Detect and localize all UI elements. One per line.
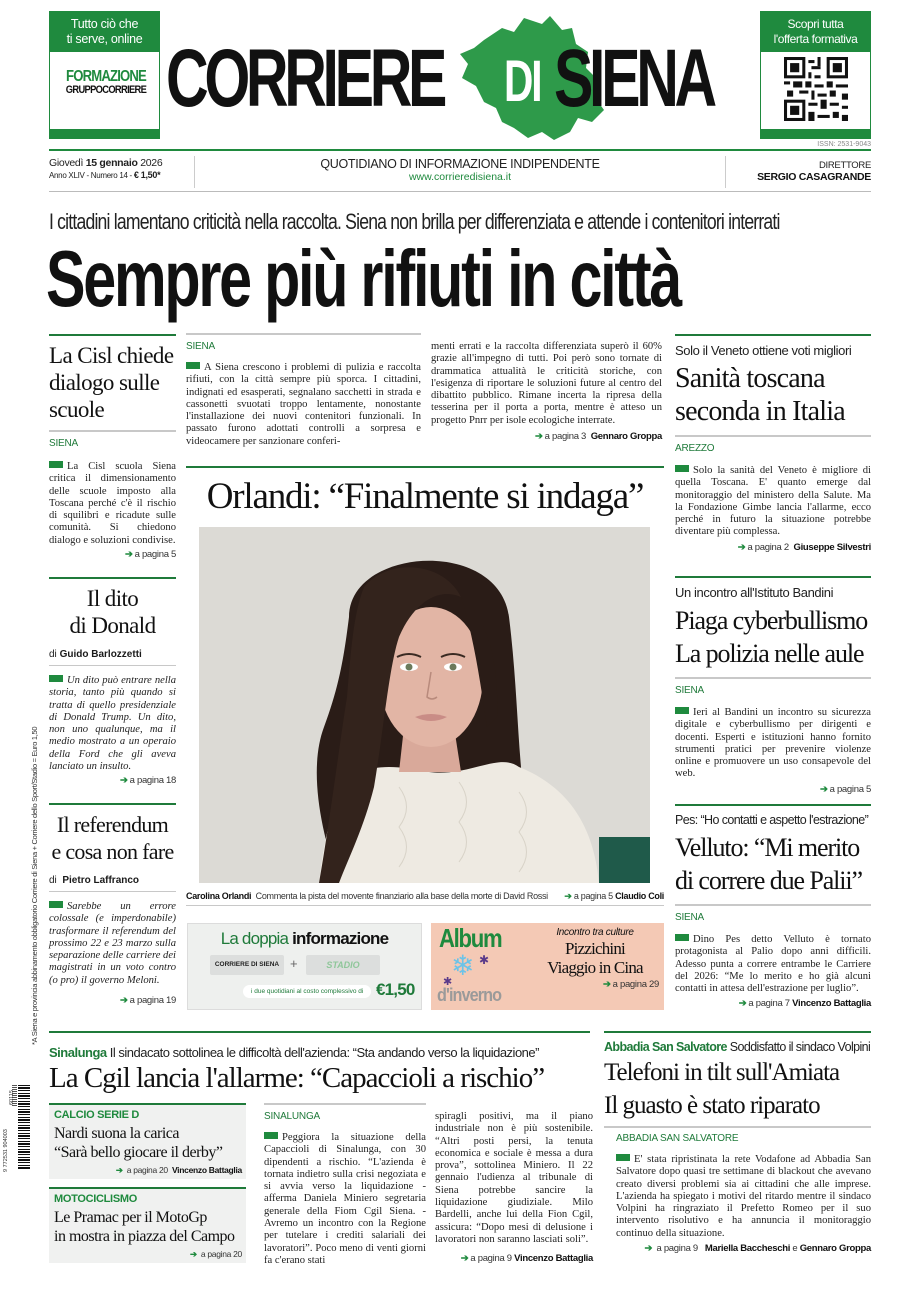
logo-di: DI (504, 49, 541, 114)
director-block: DIRETTORE SERGIO CASAGRANDE (757, 160, 871, 183)
bullet-marker (49, 461, 63, 468)
lead-headline[interactable]: Sempre più rifiuti in città (46, 234, 681, 323)
offerta-label: Scopri tutta l'offerta formativa (761, 12, 870, 52)
snowflake-icon: ✱ (479, 953, 490, 967)
logo-siena: SIENA (554, 33, 713, 124)
barcode-number: 9 772531 904003 (3, 1129, 9, 1172)
page-ref[interactable]: ➔ a pagina 20 (189, 1249, 242, 1259)
divider (725, 156, 726, 188)
page-ref[interactable]: ➔ a pagina 18 (119, 775, 176, 787)
bullet-marker (186, 362, 200, 369)
page-ref[interactable]: ➔ a pagina 9 Mariella Baccheschi e Gennaro Groppa (644, 1243, 871, 1255)
article-headline: Velluto: “Mi merito di correre due Palii” (675, 833, 862, 895)
arrow-right-icon: ➔ (564, 891, 572, 901)
promo-doppia-informazione[interactable]: La doppia informazione CORRIERE DI SIENA + STADIO i due quotidiani al costo complessivo di €1,50 (187, 923, 422, 1010)
article-dito-donald[interactable]: Il dito di Donald di Guido Barlozzetti Un dito può entrare nella storia, tanto più quando si tratta di quello presidenziale di Donald Trump. Un dito, non uno qualunque, ma il medio mostrato a un operaio della Ford che gli aveva lanciato un insulto. ➔ a pagina 18 (49, 577, 176, 786)
section-tag: SIENA (186, 341, 216, 352)
arrow-right-icon: ➔ (534, 431, 543, 443)
arrow-right-icon: ➔ (124, 549, 133, 561)
byline: di Pietro Laffranco (49, 875, 140, 886)
center-headline: Orlandi: “Finalmente si indaga” (206, 476, 644, 517)
article-headline: Telefoni in tilt sull'Amiata Il guasto è stato riparato (604, 1059, 840, 1119)
sports-nardi[interactable] (49, 1103, 246, 1179)
article-cyberbullismo[interactable]: Un incontro all'Istituto Bandini Piaga cyberbullismo La polizia nelle aule SIENA Ieri al Bandini un incontro su sicurezza digitale e cyberbullismo per dirigenti e docenti. Esperti e istituzioni hanno fornito strumenti pratici per prevenire violenze online e promuovere un uso consapevole del web. ➔ a pagina 5 (675, 576, 871, 795)
story-photo[interactable] (199, 527, 650, 883)
arrow-right-icon: ➔ (115, 1165, 123, 1175)
arrow-right-icon: ➔ (819, 783, 828, 795)
capaccioli-body-col1: SINALUNGA Peggiora la situazione della Capaccioli di Sinalunga, con 30 dipendenti a rischio. “L'azienda è tornata indietro sulla crisi negoziata e si avvia verso la liquidazione - afferma Daniela Miniero segretaria generale della Fiom Cgil Siena. - Avremo un incontro con la Regione per tutelare i crediti salariali dei lavoratori”. Poco meno di venti giorni fa c'erano stati (264, 1103, 426, 1267)
bullet-marker (616, 1154, 630, 1161)
arrow-right-icon: ➔ (738, 998, 747, 1010)
snowflake-icon: ✱ (443, 976, 453, 988)
article-headline: La Cgil lancia l'allarme: “Capaccioli a rischio” (49, 1062, 545, 1094)
website-link[interactable]: www.corrieredisiena.it (408, 171, 512, 183)
article-capaccioli[interactable] (49, 1031, 590, 1095)
article-kicker: Abbadia San Salvatore Soddisfatto il sindaco Volpini (604, 1040, 871, 1054)
arrow-right-icon: ➔ (737, 541, 746, 553)
arrow-right-icon: ➔ (189, 1249, 197, 1259)
article-sanita-toscana[interactable]: Solo il Veneto ottiene voti migliori Sanità toscana seconda in Italia AREZZO Solo la sanità del Veneto è migliore di quella Toscana. E' quanto emerge dal monitoraggio del ministero della Salute. Ma la Fondazione Gimbe lancia l'allarme, ecco perché in futuro la situazione potrebbe diventare più complessa. ➔ a pagina 2 Giuseppe Silvestri (675, 334, 871, 553)
arrow-right-icon: ➔ (460, 1253, 469, 1265)
logo-corriere: CORRIERE (166, 33, 444, 124)
lead-body-col2: menti errati e la raccolta differenziata superò il 60% grazie all'impegno di tutti. Poi però sono tornate di drammatica attualità le criticità storiche, con l'esigenza di riportare le soluzioni future al centro del dibattito pubblico. Rimane incerta la ripresa della tesserina per il porta a porta, mentre è atteso un progetto Pnrr per isole ecologiche interrate. ➔ a pagina 3 Gennaro Groppa (431, 341, 662, 443)
page-ref[interactable]: ➔ a pagina 5 (124, 549, 176, 561)
page-ref[interactable]: ➔ a pagina 19 (119, 995, 176, 1007)
bullet-marker (264, 1132, 278, 1139)
article-kicker: Sinalunga Il sindacato sottolinea le difficoltà dell'azienda: “Sta andando verso la liquidazione” (49, 1045, 539, 1060)
center-story[interactable] (186, 466, 664, 906)
article-referendum[interactable]: Il referendum e cosa non fare di Pietro Laffranco Sarebbe un errore colossale (e imperdonabile) trasformare il referendum del prossimo 22 e 23 marzo sulla separazione delle carriere dei magistrati in un voto contro (o pro) il governo Meloni. ➔ a pagina 19 (49, 803, 176, 1006)
article-headline: Il dito di Donald (69, 586, 156, 638)
sport-headline: Nardi suona la carica “Sarà bello giocare il derby” (54, 1125, 223, 1161)
page-ref[interactable]: ➔ a pagina 7 Vincenzo Battaglia (738, 998, 871, 1010)
corriere-siena-badge: CORRIERE DI SIENA (210, 955, 284, 975)
page-ref[interactable]: ➔ a pagina 20 Vincenzo Battaglia (115, 1165, 242, 1175)
qr-code-icon[interactable] (784, 57, 848, 121)
promo-album-dinverno[interactable]: Album ❄ ✱ ✱ d'inverno Incontro tra culture Pizzichini Viaggio in Cina ➔ a pagina 29 (431, 923, 664, 1010)
masthead-rule (49, 149, 871, 151)
date-block: Giovedì 15 gennaio 2026 Anno XLIV - Numero 14 - € 1,50* (49, 157, 163, 180)
portrait-illustration (199, 527, 650, 883)
page-ref[interactable]: ➔ a pagina 5 Claudio Coli (564, 891, 664, 901)
promo-green-footer (50, 129, 159, 138)
box-green-footer (761, 129, 870, 138)
bullet-marker (49, 901, 63, 908)
article-headline: Sanità toscana seconda in Italia (675, 363, 845, 427)
masthead (0, 0, 920, 190)
newspaper-logo[interactable] (166, 22, 756, 140)
sport-category: CALCIO SERIE D (54, 1109, 140, 1121)
bullet-marker (675, 934, 689, 941)
page-ref[interactable]: ➔ a pagina 3 Gennaro Groppa (534, 431, 662, 443)
article-cisl[interactable]: La Cisl chiede dialogo sulle scuole SIENA La Cisl scuola Siena critica il dimensionamento delle scuole imposto alla Toscana perché c'è il rischio di squilibri e ricadute sulle comunità. Si chiedono dialogo e soluzioni condivise. ➔ a pagina 5 (49, 334, 176, 560)
page-ref[interactable]: ➔ a pagina 29 (602, 979, 659, 990)
article-amiata[interactable]: Abbadia San Salvatore Soddisfatto il sindaco Volpini Telefoni in tilt sull'Amiata Il guasto è stato riparato ABBADIA SAN SALVATORE E' stata ripristinata la rete Vodafone ad Abbadia San Salvatore dopo quasi tre settimane di blackout che avevano creato diversi problemi sia ai cittadini che alle imprese. L'azienda ha spiegato i motivi del ritardo mentre il sindaco Volpini ha ringraziato il Prefetto Romeo per il suo intervento risolutivo e ha annuncia il monitoraggio continuo della situazione. ➔ a pagina 9 Mariella Baccheschi e Gennaro Groppa (604, 1031, 871, 1254)
article-velluto[interactable]: Pes: “Ho contatti e aspetto l'estrazione” Velluto: “Mi merito di correre due Palii” SIENA Dino Pes detto Velluto è tornato protagonista al Palio dopo anni difficili. Adesso punta a correre entrambe le Carriere del 2026: “Me lo merito e ho già alcuni contatti in attesa dell'estrazione per luglio”. ➔ a pagina 7 Vincenzo Battaglia (675, 804, 871, 1009)
promo-tagline: Tutto ciò che ti serve, online (50, 12, 159, 52)
bullet-marker (675, 465, 689, 472)
article-headline: La Cisl chiede dialogo sulle scuole (49, 343, 174, 422)
formazione-brand: FORMAZIONE GRUPPOCORRIERE (65, 68, 147, 96)
bullet-marker (675, 707, 689, 714)
snowflake-icon: ❄ (451, 951, 475, 982)
arrow-right-icon: ➔ (119, 995, 128, 1007)
sports-pramac[interactable] (49, 1187, 246, 1263)
offerta-formativa-box[interactable] (760, 11, 871, 139)
lead-kicker[interactable]: I cittadini lamentano criticità nella raccolta. Siena non brilla per differenziata e attende i contenitori interrati (49, 209, 780, 234)
byline: di Guido Barlozzetti (49, 649, 142, 660)
page-ref[interactable]: ➔ a pagina 2 Giuseppe Silvestri (737, 541, 871, 553)
distribution-notice: *A Siena e provincia abbinamento obbligatorio Corriere di Siena + Corriere dello Sport/Stadio = Euro 1,50 (30, 726, 39, 1045)
arrow-right-icon: ➔ (602, 979, 611, 990)
promo-price: €1,50 (376, 980, 415, 999)
masthead-bottom-rule (49, 191, 871, 192)
issn: ISSN: 2531-9043 (817, 141, 871, 148)
formazione-promo-box[interactable] (49, 11, 160, 139)
bullet-marker (49, 675, 63, 682)
divider (194, 156, 195, 188)
photo-caption: Carolina Orlandi Commenta la pista del movente finanziario alla base della morte di David Rossi ➔ a pagina 5 Claudio Coli (186, 891, 664, 901)
sport-category: MOTOCICLISMO (54, 1193, 137, 1205)
sport-headline: Le Pramac per il MotoGp in mostra in piazza del Campo (54, 1209, 235, 1245)
arrow-right-icon: ➔ (119, 775, 128, 787)
arrow-right-icon: ➔ (644, 1243, 653, 1255)
lead-body-col1: SIENA A Siena crescono i problemi di pulizia e raccolta rifiuti, con la città sempre più sporca. I cittadini, indignati ed esasperati, segnalano sacchetti in strada e cassonetti svuotati troppo lentamente, nonostante l'installazione dei nuovi contenitori funzionali. In passato furono adottati controlli a sorpresa e videocamere per sanzionare conferi- (186, 333, 421, 448)
stadio-badge: STADIO (306, 955, 380, 975)
article-headline: Il referendum e cosa non fare (51, 812, 174, 864)
article-headline: Piaga cyberbullismo La polizia nelle aule (675, 606, 868, 668)
barcode-addon: 60115 (9, 1090, 15, 1105)
page-ref[interactable]: ➔ a pagina 5 (819, 783, 871, 795)
capaccioli-body-col2: spiragli positivi, ma il piano industriale non è più sostenibile. “Altri posti persi, la tenuta economica e sociale è messa a dura prova”, sottolinea Miniero. Il 22 gennaio l'udienza al tribunale di Siena potrebbe sancire la liquidazione giudiziale. Milo Bardelli, anche lui della Fion Cgil, assicura: “Dopo mesi di delusione i lavoratori non saranno lasciati soli”. ➔ a pagina 9 Vincenzo Battaglia (435, 1111, 593, 1265)
page-ref[interactable]: ➔ a pagina 9 Vincenzo Battaglia (460, 1253, 593, 1265)
masthead-subtitle: QUOTIDIANO DI INFORMAZIONE INDIPENDENTE www.corrieredisiena.it (200, 157, 720, 183)
